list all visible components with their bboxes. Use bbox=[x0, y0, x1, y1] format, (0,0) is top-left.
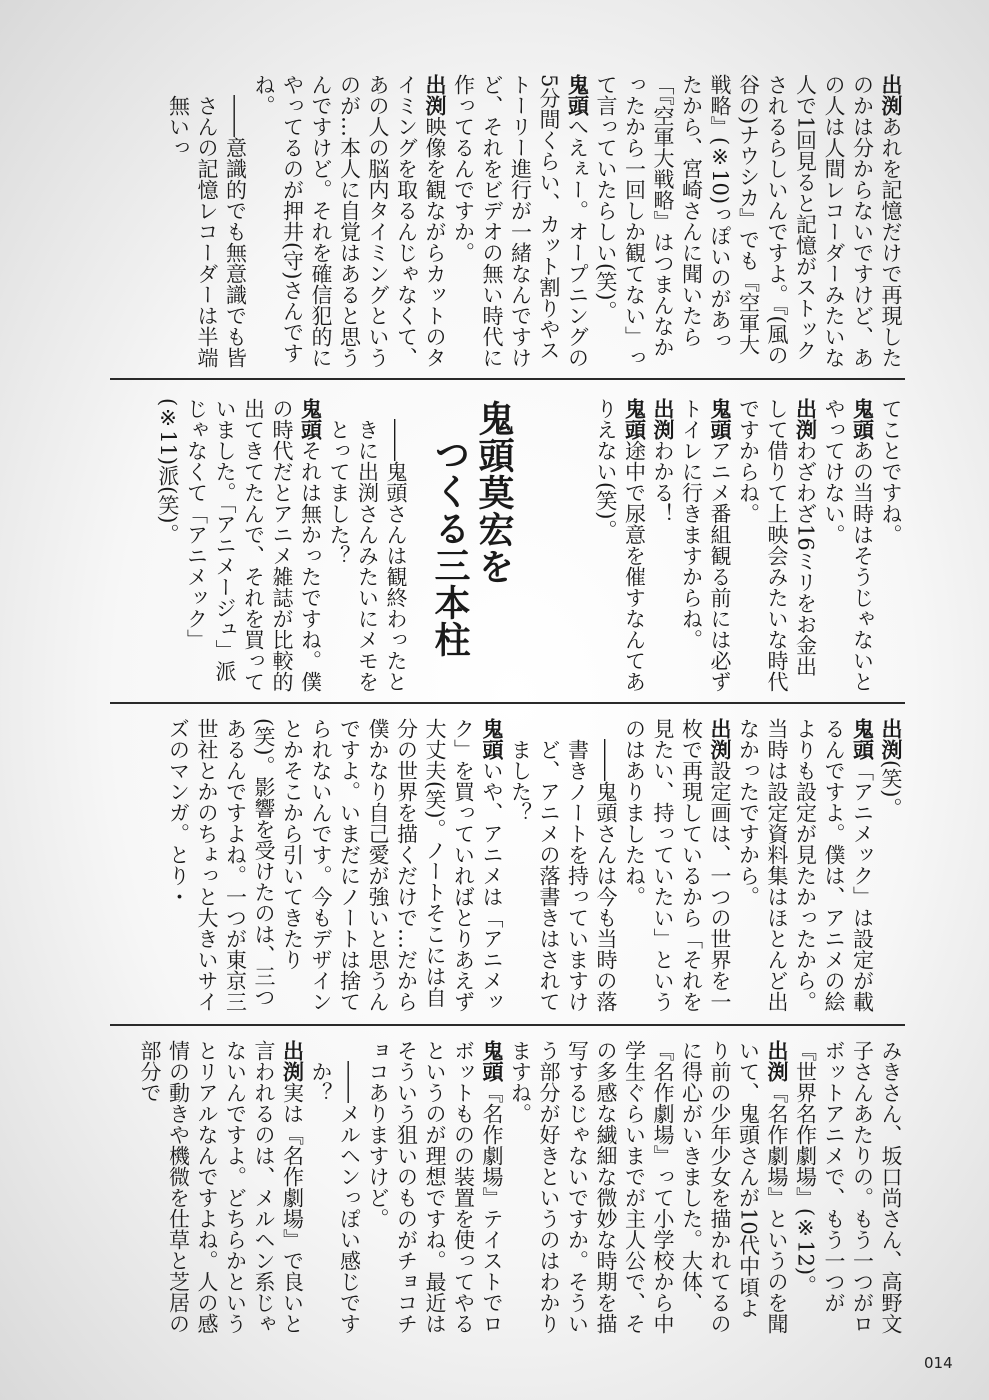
paragraph bbox=[734, 718, 877, 1016]
paragraph bbox=[592, 74, 906, 370]
paragraph bbox=[506, 1040, 791, 1336]
paragraph-text: (笑)。 bbox=[879, 760, 903, 819]
text-tier-2-right bbox=[535, 398, 905, 694]
speaker-label: 出渕 bbox=[651, 398, 675, 440]
speaker-label: 鬼頭 bbox=[850, 398, 875, 440]
paragraph bbox=[620, 718, 734, 1016]
paragraph-text: ――鬼頭さんは今も当時の落書きノートを持っていますけど、アニメの落書きはされてました？ bbox=[508, 739, 618, 1012]
speaker-label: 出渕 bbox=[879, 74, 903, 116]
paragraph-text: みきさん、坂口尚さん、高野文子さんあたりの。もう一つがロボットアニメで、もう一つが『世界名作劇場』(※12)。 bbox=[793, 1040, 903, 1334]
paragraph-text: 実は『名作劇場』で良いと言われるのは、メルヘン系じゃないんですよ。どちらかというとリアルなんですよね。人の感情の動きや機微を仕草と芝居の部分で bbox=[138, 1040, 305, 1334]
paragraph bbox=[307, 1061, 364, 1336]
paragraph bbox=[877, 718, 906, 1016]
paragraph-text: アニメ番組観る前には必ずトイレに行きますからね。 bbox=[679, 398, 732, 692]
paragraph-text: ――メルヘンっぽい感じですか？ bbox=[309, 1061, 362, 1334]
speaker-label: 出渕 bbox=[708, 718, 732, 760]
paragraph-text: 『名作劇場』テイストでロボットものの装置を使ってやるというのが理想ですね。最近はそういう狙いのものがチョコチョコありますけど。 bbox=[366, 1040, 504, 1334]
paragraph-text: 映像を観ながらカットのタイミングを取るんじゃなくて、あの人の脳内タイミングというのが…本人に自覚はあると思うんですけど。それを確信犯的にやってるのが押井(守)さんですね。 bbox=[252, 74, 447, 368]
speaker-label: 鬼頭 bbox=[708, 398, 732, 440]
speaker-label: 鬼頭 bbox=[298, 398, 323, 440]
speaker-label: 鬼頭 bbox=[565, 74, 590, 116]
speaker-label: 出渕 bbox=[879, 718, 903, 760]
paragraph bbox=[734, 398, 820, 694]
paragraph-text: わざわざ16ミリをお金出して借りて上映会みたいな時代ですからね。 bbox=[736, 398, 818, 692]
paragraph bbox=[791, 1040, 905, 1336]
paragraph bbox=[250, 74, 450, 370]
tier-divider-3 bbox=[110, 1024, 905, 1026]
paragraph bbox=[136, 1040, 307, 1336]
text-tier-2-left bbox=[110, 398, 410, 694]
speaker-label: 出渕 bbox=[423, 74, 447, 116]
speaker-label: 鬼頭 bbox=[480, 1040, 504, 1082]
paragraph bbox=[164, 718, 506, 1016]
paragraph-text: ――意識的でも無意識でも皆さんの記憶レコーダーは半端無いっ bbox=[166, 95, 248, 368]
paragraph bbox=[154, 398, 325, 694]
speaker-label: 鬼頭 bbox=[850, 718, 875, 760]
paragraph-text: それは無かったですね。僕の時代だとアニメ雑誌が比較的出てきてたんで、それを買っていました。「アニメージュ」派じゃなくて「アニメック」(※11)派(笑)。 bbox=[156, 398, 323, 692]
tier-divider-2 bbox=[110, 702, 905, 704]
paragraph-text: 途中で尿意を催すなんてありえない(笑)。 bbox=[594, 398, 647, 692]
paragraph-text: あの当時はそうじゃないとやってけない。 bbox=[822, 398, 875, 692]
paragraph bbox=[677, 398, 734, 694]
paragraph bbox=[649, 398, 678, 694]
paragraph-text: 『名作劇場』というのを聞いて、鬼頭さんが10代中頃より前の少年少女を描かれてるのに得心がいきました。大体、『名作劇場』って小学校から中学生ぐらいまでが主人公で、その多感な繊細な微妙な時期を描写するじゃないですか。そういう部分が好きというのはわかりますね。 bbox=[508, 1040, 789, 1334]
speaker-label: 鬼頭 bbox=[622, 398, 647, 440]
page-number: 014 bbox=[924, 1354, 953, 1372]
speaker-label: 出渕 bbox=[765, 1040, 789, 1082]
paragraph-text: へえぇー。オープニングの5分間くらい、カット割りやストーリー進行が一緒なんですけど、それをビデオの無い時代に作ってるんですか。 bbox=[451, 74, 590, 368]
tier-divider-1 bbox=[110, 378, 905, 380]
section-heading-line-1: 鬼頭莫宏を bbox=[473, 400, 515, 585]
paragraph bbox=[506, 739, 620, 1016]
section-heading-line-2: つくる三本柱 bbox=[429, 436, 471, 658]
paragraph-text: いや、アニメは「アニメック」を買っていればとりあえず大丈夫(笑)。ノートそこには自分の世界を描くだけで…だから僕かなり自己愛が強いと思うんですよ。いまだにノートは捨てられないんです。今もデザインとかそこから引いてきたり(笑)。影響を受けたのは、三つあるんですよね。一つが東京三世社とかのちょっと大きいサイズのマンガ。とり・ bbox=[166, 718, 504, 1012]
speaker-label: 鬼頭 bbox=[480, 718, 504, 760]
text-tier-4 bbox=[110, 1040, 905, 1336]
paragraph bbox=[877, 398, 906, 694]
section-heading bbox=[428, 400, 516, 658]
paragraph-text: 設定画は、一つの世界を一枚で再現しているから「それを見たい、持っていたい」というのはありましたね。 bbox=[622, 718, 732, 1012]
paragraph bbox=[164, 95, 250, 370]
speaker-label: 出渕 bbox=[280, 1040, 305, 1082]
paragraph bbox=[449, 74, 592, 370]
paragraph bbox=[820, 398, 877, 694]
paragraph-text: わかる！ bbox=[651, 440, 675, 524]
paragraph-text: 「アニメック」は設定が載るんですよ。僕は、アニメの絵よりも設定が見たかったから。当時は設定資料集はほとんど出なかったですから。 bbox=[736, 718, 875, 1012]
speaker-label: 出渕 bbox=[793, 398, 818, 440]
text-tier-3 bbox=[110, 718, 905, 1016]
paragraph bbox=[592, 398, 649, 694]
paragraph bbox=[364, 1040, 507, 1336]
paragraph-text: あれを記憶だけで再現したのかは分からないですけど、あの人は人間レコーダーみたいな人で1回見ると記憶がストックされるらしいんですよ。『(風の谷の)ナウシカ』でも『空軍大戦略』(※10)っぽいのがあったから、宮崎さんに聞いたら「『空軍大戦略』はつまんなかったから一回しか観てない」って言っていたらしい(笑)。 bbox=[594, 74, 903, 368]
paragraph-text: ――鬼頭さんは観終わったときに出渕さんみたいにメモをとってました？ bbox=[327, 419, 408, 692]
text-tier-1 bbox=[110, 74, 905, 370]
paragraph-text: てことですね。 bbox=[879, 398, 903, 545]
paragraph bbox=[325, 419, 411, 694]
